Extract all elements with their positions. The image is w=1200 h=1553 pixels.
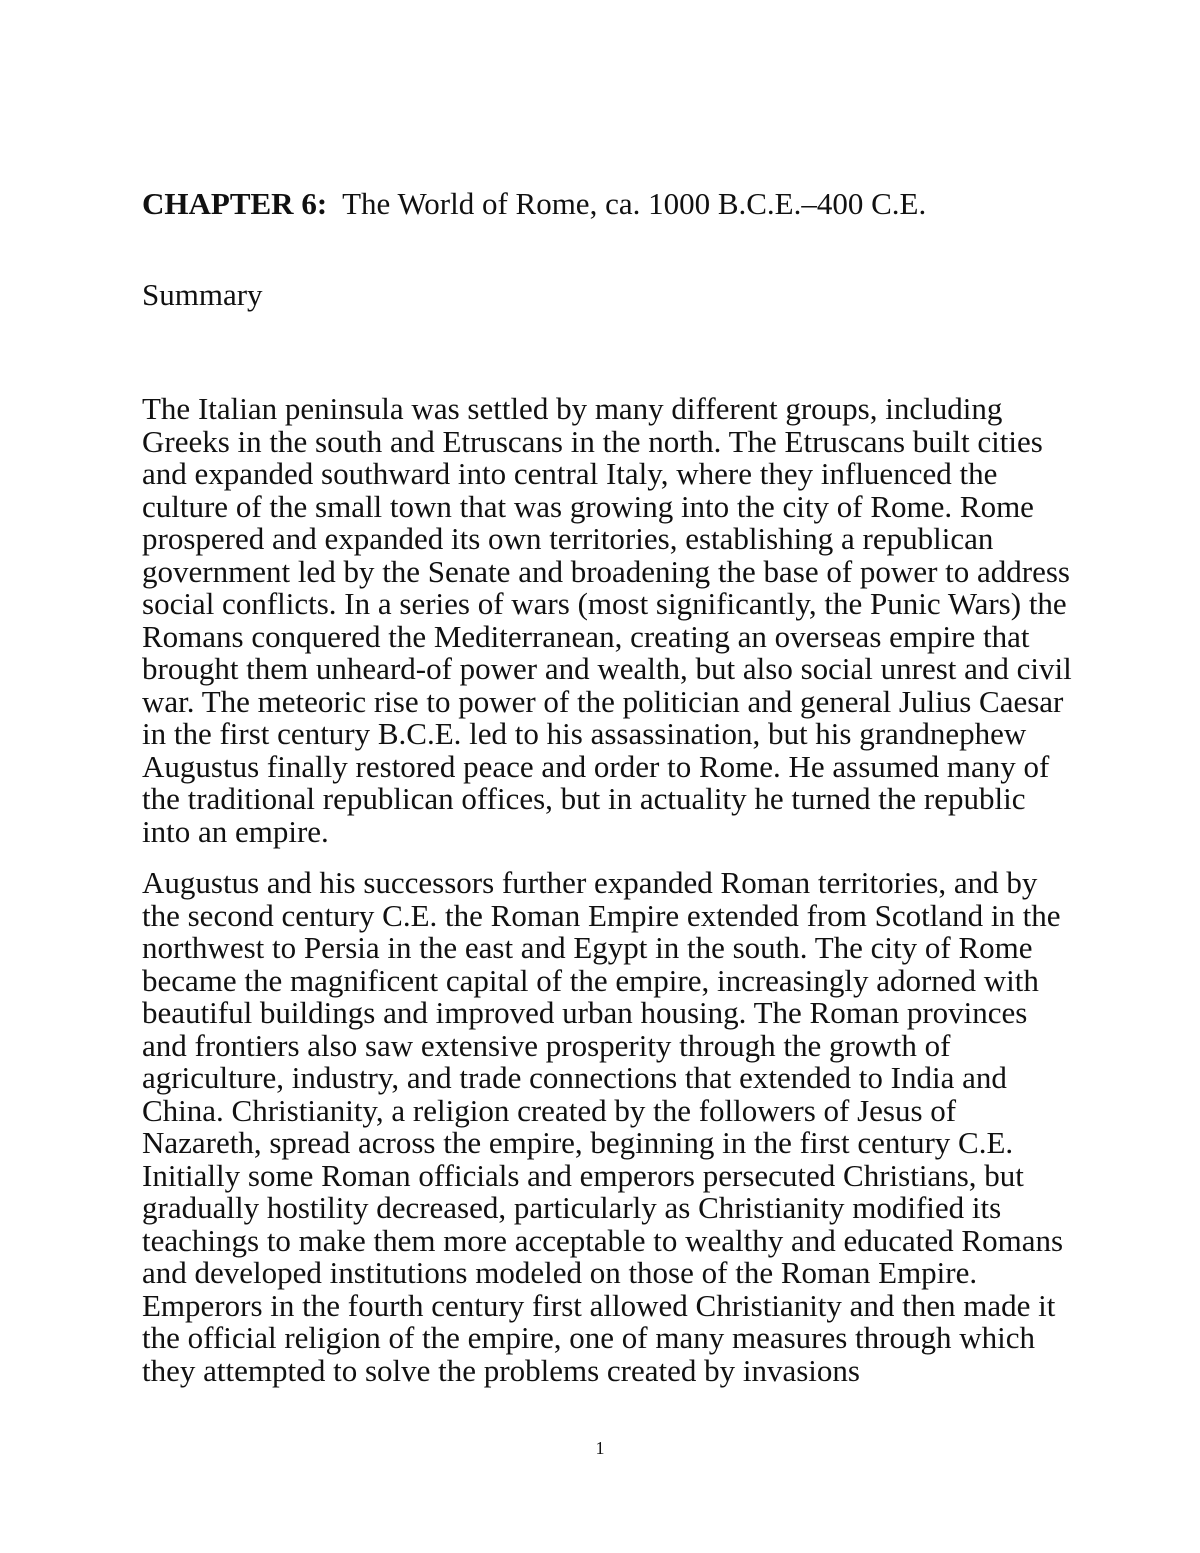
page-number: 1 [595, 1438, 605, 1458]
page-content [142, 184, 1072, 1387]
summary-paragraph-1: The Italian peninsula was settled by many different groups, including Greeks in the south and Etruscans in the north. The Etruscans built cities and expanded southward into central Italy, where they influenced the culture of the small town that was growing into the city of Rome. Rome prospered and expanded its own territories, establishing a republican government led by the Senate and broadening the base of power to address social conflicts. In a series of wars (most significantly, the Punic Wars) the Romans conquered the Mediterranean, creating an overseas empire that brought them unheard-of power and wealth, but also social unrest and civil war. The meteoric rise to power of the politician and general Julius Caesar in the first century B.C.E. led to his assassination, but his grandnephew Augustus finally restored peace and order to Rome. He assumed many of the traditional republican offices, but in actuality he turned the republic into an empire. [142, 391, 1072, 849]
section-heading-summary: Summary [142, 277, 263, 312]
chapter-heading [142, 184, 1072, 224]
chapter-label: CHAPTER 6: [142, 186, 328, 221]
summary-paragraph-2: Augustus and his successors further expanded Roman territories, and by the second century C.E. the Roman Empire extended from Scotland in the northwest to Persia in the east and Egypt in the south. The city of Rome became the magnificent capital of the empire, increasingly adorned with beautiful buildings and improved urban housing. The Roman provinces and frontiers also saw extensive prosperity through the growth of agriculture, industry, and trade connections that extended to India and China. Christianity, a religion created by the followers of Jesus of Nazareth, spread across the empire, beginning in the first century C.E. Initially some Roman officials and emperors persecuted Christians, but gradually hostility decreased, particularly as Christianity modified its teachings to make them more acceptable to wealthy and educated Romans and developed institutions modeled on those of the Roman Empire. Emperors in the fourth century first allowed Christianity and then made it the official religion of the empire, one of many measures through which they attempted to solve the problems created by invasions [142, 865, 1064, 1388]
chapter-title: The World of Rome, ca. 1000 B.C.E.–400 C.E. [342, 186, 927, 221]
